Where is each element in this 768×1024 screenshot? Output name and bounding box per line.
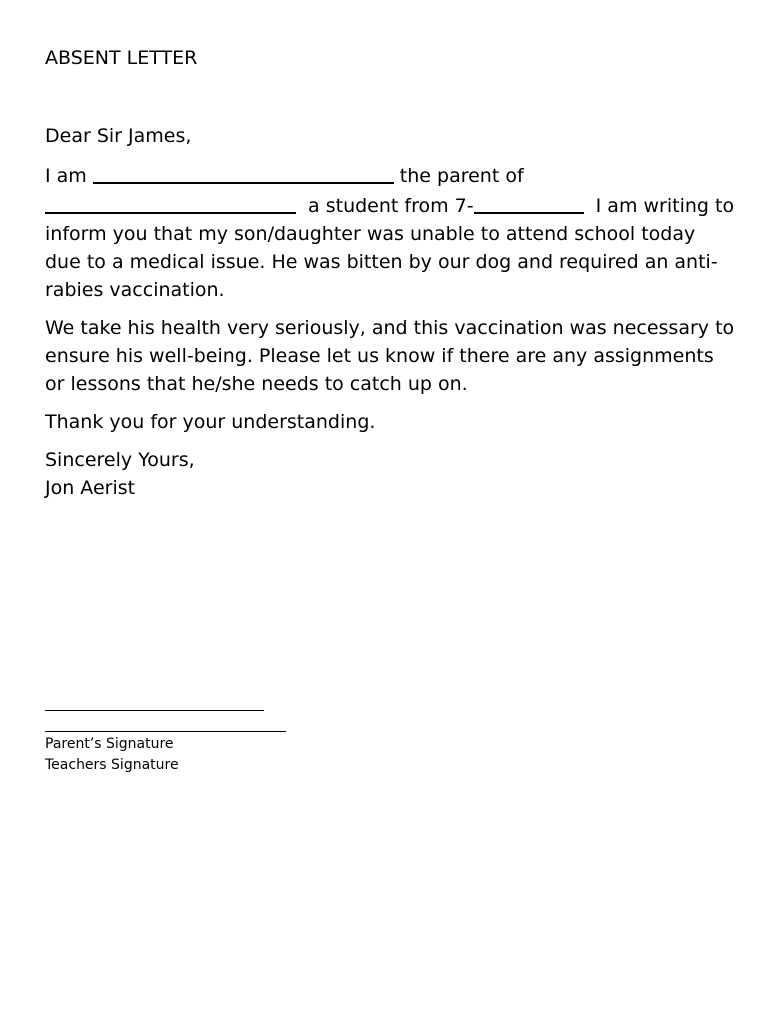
closing-text: Sincerely Yours, xyxy=(45,449,195,471)
intro-text-a: I am xyxy=(45,165,87,187)
signer-name: Jon Aerist xyxy=(45,477,136,499)
parent-signature-label: Parent’s Signature xyxy=(45,736,174,752)
intro-text-c: a student from 7- xyxy=(308,195,474,217)
letter-body xyxy=(45,122,735,512)
parent-signature-line xyxy=(45,710,264,711)
teacher-signature-label: Teachers Signature xyxy=(45,757,179,773)
section-blank xyxy=(474,192,584,214)
intro-text-b: the parent of xyxy=(399,165,524,187)
closing-block xyxy=(45,446,735,502)
paragraph-intro xyxy=(45,160,735,304)
letter-title: ABSENT LETTER xyxy=(45,47,198,69)
salutation: Dear Sir James, xyxy=(45,125,192,147)
parent-name-blank xyxy=(93,162,394,184)
child-name-blank xyxy=(45,192,296,214)
intro-text-d: I am writing to inform you that my son/daughter was unable to attend school today due to a medical issue. He was bitten by our dog and required an anti-rabies vaccination. xyxy=(45,195,735,301)
teacher-signature-line xyxy=(45,731,286,732)
paragraph-health: We take his health very seriously, and this vaccination was necessary to ensure his well-being. Please let us know if there are any assignments or lessons that he/she needs to catch up on. xyxy=(45,317,735,395)
paragraph-thanks: Thank you for your understanding. xyxy=(45,411,376,433)
